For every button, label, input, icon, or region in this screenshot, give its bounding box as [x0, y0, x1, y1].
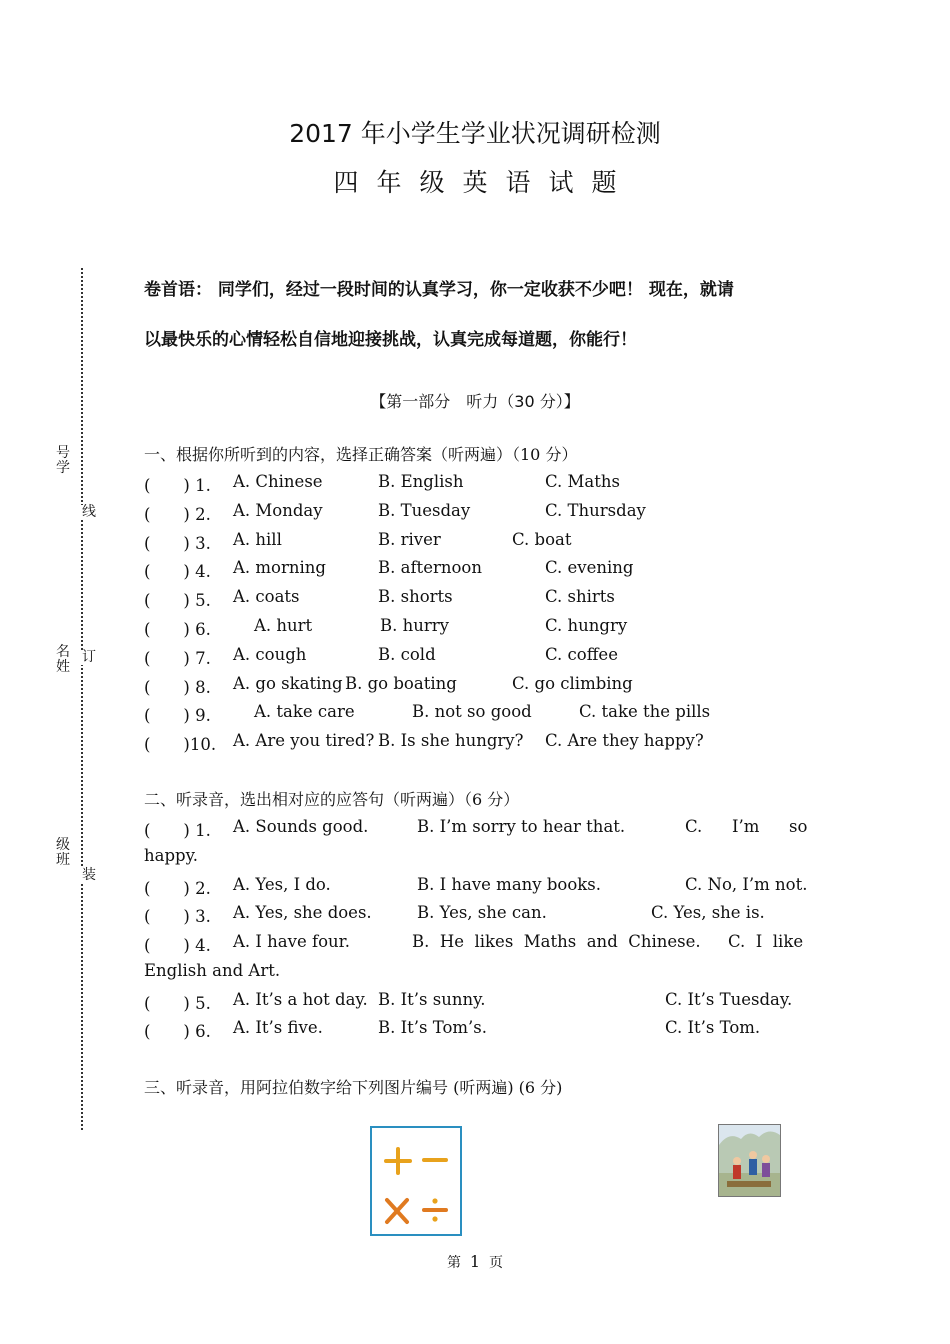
s2-q4-number: ( ) 4.	[144, 936, 211, 955]
children-outing-picture	[718, 1124, 781, 1197]
s1-q3-option-c: C. boat	[512, 529, 572, 549]
s2-q2-option-b: B. I have many books.	[417, 875, 601, 894]
s1-q8-option-c: C. go climbing	[512, 673, 633, 693]
s1-q1-option-b: B. English	[378, 472, 464, 491]
s1-q4-number: ( ) 4.	[144, 562, 211, 582]
section2-heading: 二、听录音，选出相对应的应答句（听两遍）（6 分）	[144, 790, 520, 809]
s1-q8-option-a: A. go skating	[233, 673, 343, 693]
exam-subtitle: 四年级英语试题	[333, 168, 635, 197]
s1-q10-number: ( )10.	[144, 735, 217, 755]
math-symbols-icon	[372, 1128, 460, 1234]
s2-q1-option-c-word2: so	[789, 817, 808, 836]
s1-q2-number: ( ) 2.	[144, 504, 211, 524]
s2-q5-number: ( ) 5.	[144, 994, 211, 1013]
s2-q1-continuation: happy.	[144, 846, 198, 865]
s1-q1-option-c: C. Maths	[545, 472, 620, 491]
exam-title: 2017 年小学生学业状况调研检测	[289, 119, 661, 148]
s1-q8-number: ( ) 8.	[144, 677, 211, 697]
s1-q7-option-a: A. cough	[233, 644, 307, 664]
s2-q3-option-c: C. Yes, she is.	[651, 903, 765, 922]
s2-q1-option-c-word1: I’m	[732, 817, 760, 836]
s2-q1-option-b: B. I’m sorry to hear that.	[417, 817, 626, 836]
s2-q3-option-b: B. Yes, she can.	[417, 903, 547, 922]
s1-q5-option-a: A. coats	[233, 587, 300, 607]
footer-suffix: 页	[489, 1255, 503, 1271]
cut-line-label: 线	[82, 504, 96, 520]
s2-q2-option-c: C. No, I’m not.	[685, 875, 808, 894]
intro-line-1: 卷首语： 同学们，经过一段时间的认真学习，你一定收获不少吧！ 现在，就请	[144, 280, 734, 300]
page-number: 1	[469, 1252, 481, 1271]
s2-q6-option-b: B. It’s Tom’s.	[378, 1018, 487, 1037]
s2-q5-option-b: B. It’s sunny.	[378, 990, 486, 1009]
s2-q1-option-c-prefix: C.	[685, 817, 703, 836]
s1-q6-number: ( ) 6.	[144, 620, 211, 639]
footer-prefix: 第	[447, 1255, 461, 1271]
s2-q3-number: ( ) 3.	[144, 907, 211, 926]
s2-q5-option-c: C. It’s Tuesday.	[665, 990, 793, 1009]
s1-q2-option-a: A. Monday	[233, 500, 323, 520]
s2-q3-option-a: A. Yes, she does.	[233, 903, 372, 922]
s2-q6-option-c: C. It’s Tom.	[665, 1018, 761, 1037]
s1-q4-option-b: B. afternoon	[378, 558, 482, 578]
s1-q6-option-a: A. hurt	[254, 616, 313, 635]
s1-q1-number: ( ) 1.	[144, 476, 211, 495]
section3-heading: 三、听录音，用阿拉伯数字给下列图片编号 (听两遍) (6 分)	[144, 1078, 563, 1097]
staple-label-ding: 订	[82, 649, 96, 665]
s2-q4-continuation: English and Art.	[144, 961, 281, 980]
s1-q5-option-b: B. shorts	[378, 587, 453, 607]
s1-q7-option-b: B. cold	[378, 644, 436, 664]
section1-heading: 一、根据你所听到的内容，选择正确答案（听两遍）（10 分）	[144, 445, 578, 464]
s1-q9-option-a: A. take care	[254, 702, 355, 722]
s2-q6-option-a: A. It’s five.	[233, 1018, 323, 1037]
s1-q10-option-a: A. Are you tired?	[233, 731, 375, 751]
s1-q3-option-b: B. river	[378, 529, 441, 549]
s2-q1-option-a: A. Sounds good.	[233, 817, 369, 836]
s1-q4-option-a: A. morning	[233, 558, 326, 578]
s1-q6-option-c: C. hungry	[545, 616, 628, 635]
s1-q6-option-b: B. hurry	[380, 616, 449, 635]
s2-q5-option-a: A. It’s a hot day.	[233, 990, 368, 1009]
student-number-label: 号学	[56, 445, 70, 476]
s2-q4-option-a: A. I have four.	[233, 932, 350, 951]
intro-line-2: 以最快乐的心情轻松自信地迎接挑战，认真完成每道题，你能行！	[144, 330, 637, 350]
s1-q10-option-b: B. Is she hungry?	[378, 731, 524, 751]
s1-q5-number: ( ) 5.	[144, 591, 211, 611]
s1-q8-option-b: B. go boating	[345, 673, 457, 693]
s1-q4-option-c: C. evening	[545, 558, 634, 578]
s1-q7-number: ( ) 7.	[144, 648, 211, 668]
s2-q4-option-c: C. I like	[728, 932, 804, 951]
s2-q1-number: ( ) 1.	[144, 821, 211, 840]
s1-q3-option-a: A. hill	[233, 529, 282, 549]
class-label: 级班	[56, 837, 70, 868]
s1-q3-number: ( ) 3.	[144, 533, 211, 553]
s2-q4-option-b: B. He likes Maths and Chinese.	[412, 932, 701, 951]
s1-q9-option-b: B. not so good	[412, 702, 532, 722]
s2-q2-option-a: A. Yes, I do.	[233, 875, 331, 894]
s1-q2-option-c: C. Thursday	[545, 500, 646, 520]
part1-title: 【第一部分 听力（30 分）】	[370, 392, 580, 411]
s1-q5-option-c: C. shirts	[545, 587, 615, 607]
name-label: 名姓	[56, 644, 70, 675]
s1-q9-number: ( ) 9.	[144, 706, 211, 726]
math-symbols-picture	[370, 1126, 462, 1236]
binding-label-zhuang: 装	[82, 867, 96, 883]
s1-q10-option-c: C. Are they happy?	[545, 731, 704, 751]
s2-q2-number: ( ) 2.	[144, 879, 211, 898]
s1-q2-option-b: B. Tuesday	[378, 500, 471, 520]
s1-q9-option-c: C. take the pills	[579, 702, 711, 722]
s1-q7-option-c: C. coffee	[545, 644, 618, 664]
page-footer	[0, 1252, 950, 1272]
s2-q6-number: ( ) 6.	[144, 1022, 211, 1041]
s1-q1-option-a: A. Chinese	[233, 472, 323, 491]
children-scene-icon	[719, 1125, 780, 1196]
